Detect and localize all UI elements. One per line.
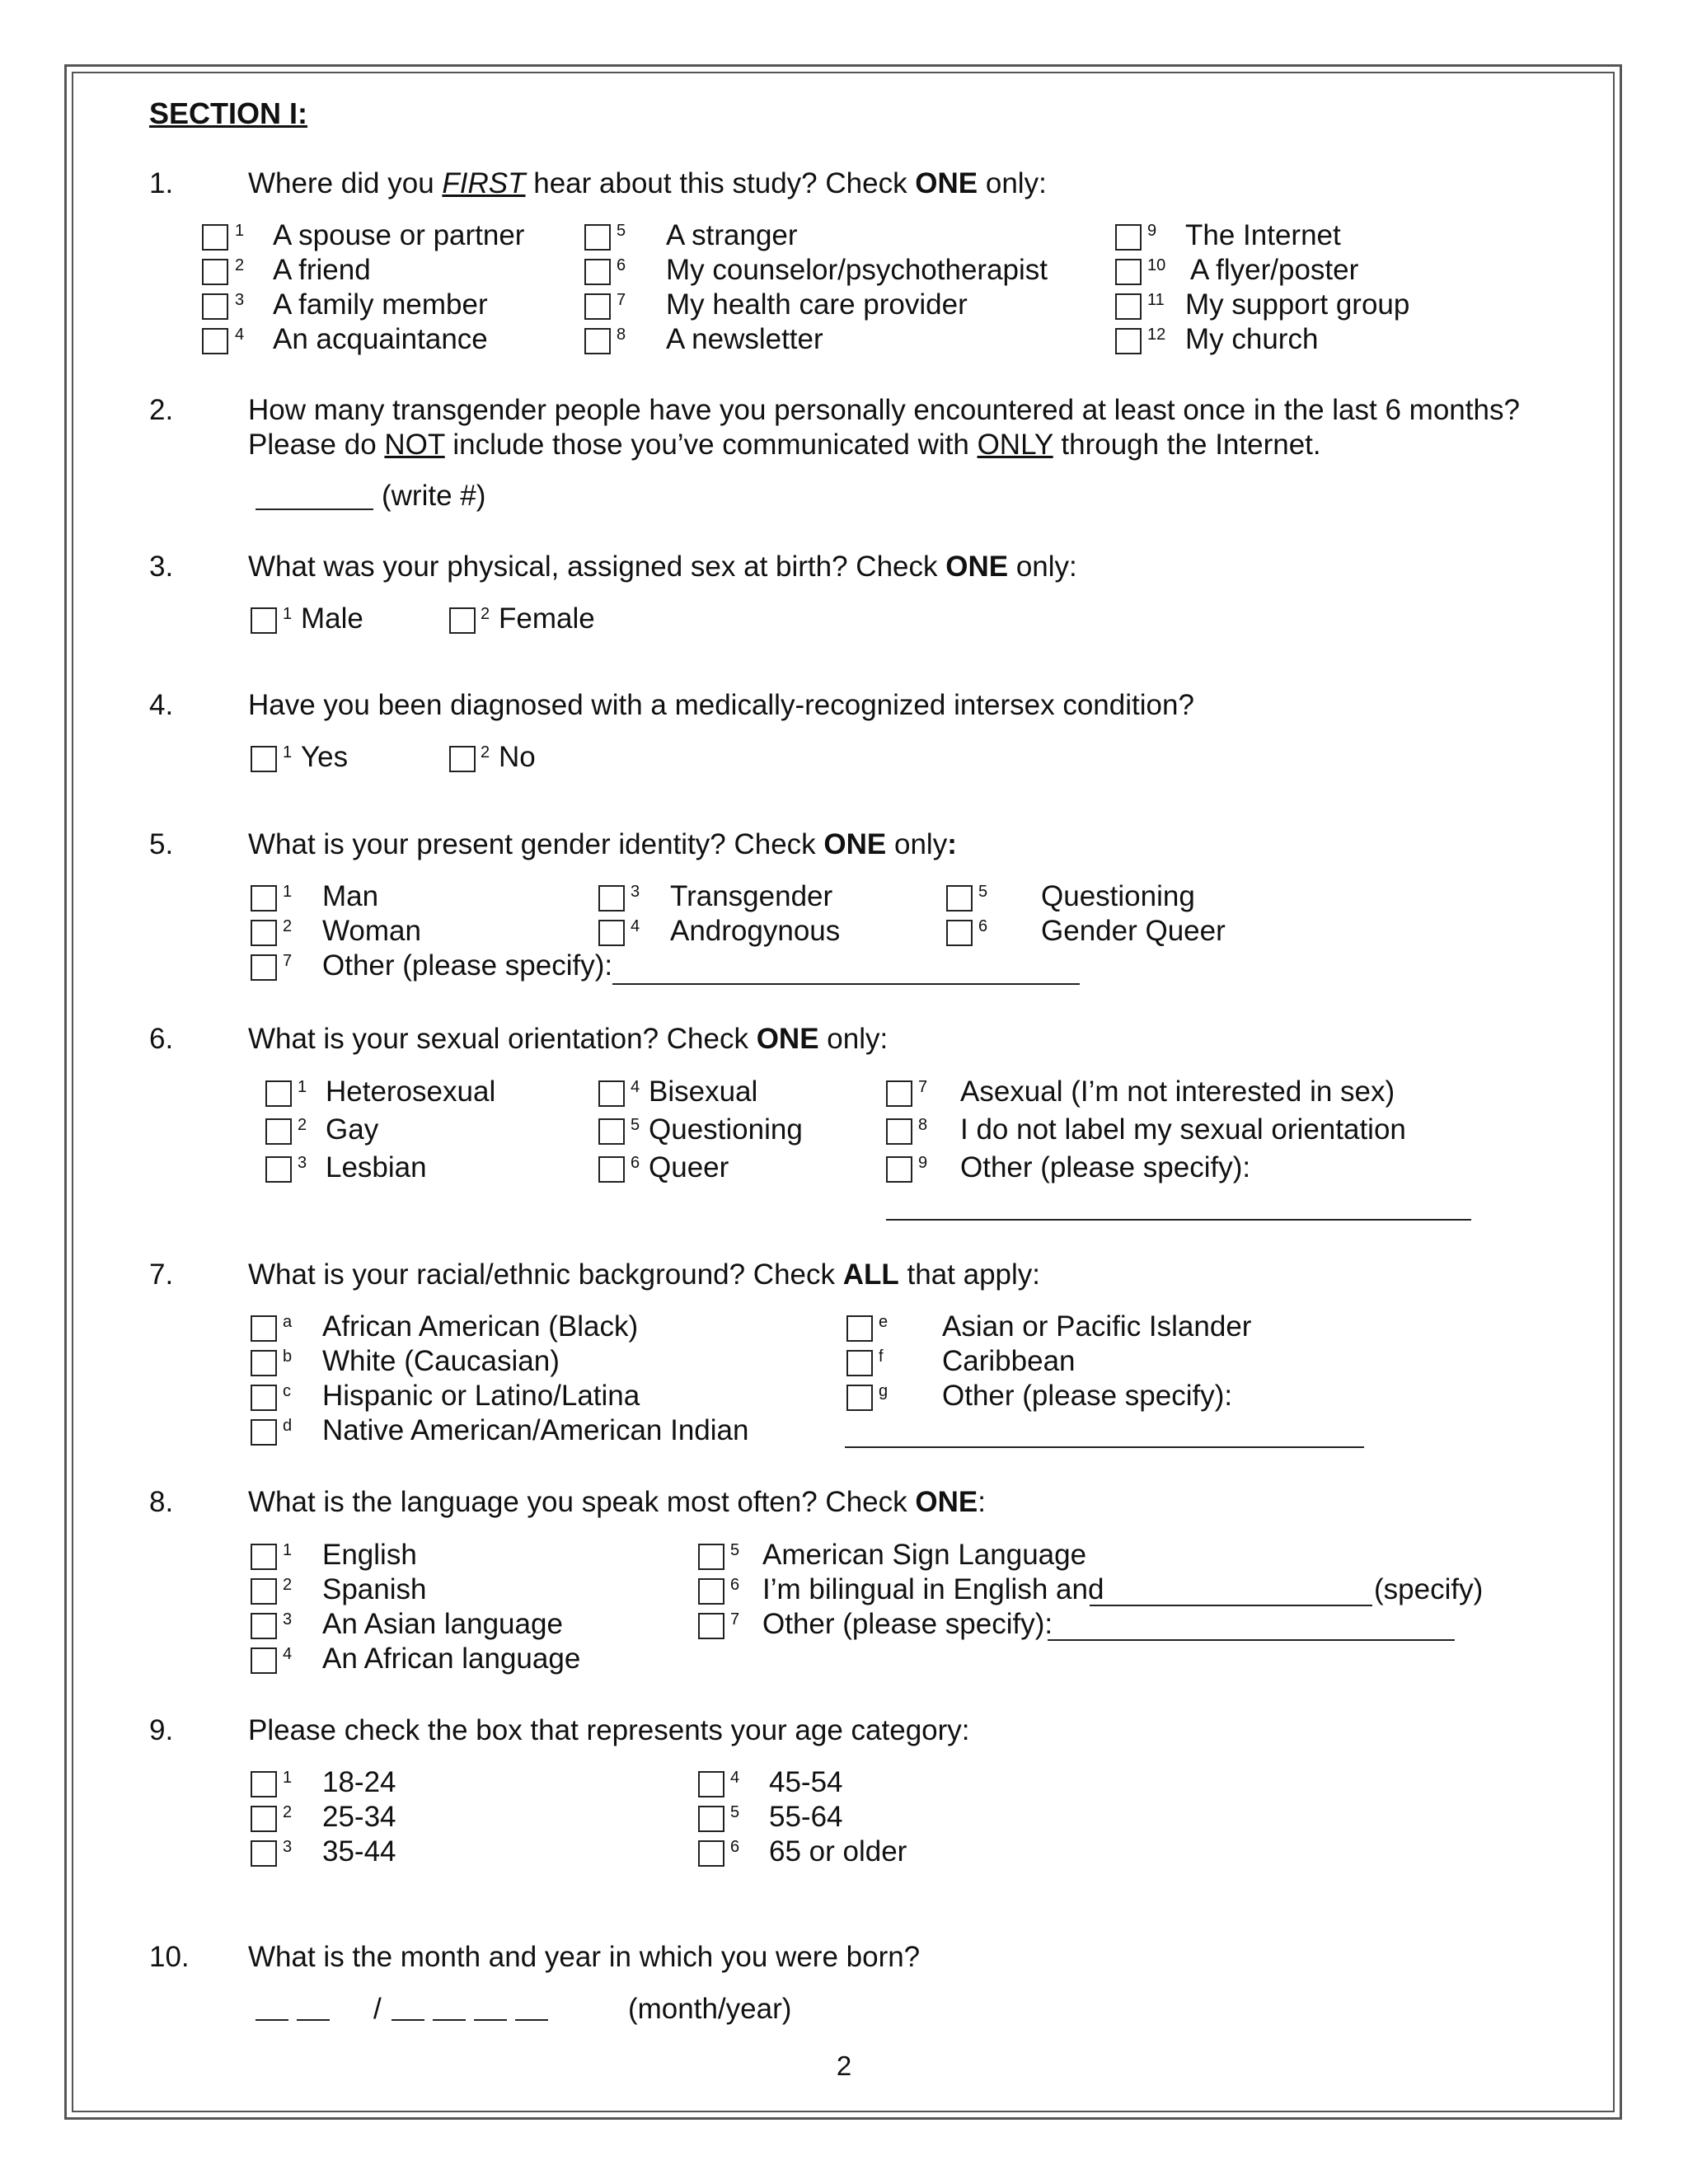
checkbox[interactable] — [1115, 259, 1142, 285]
option-code: 10 — [1147, 256, 1166, 274]
option-code: 5 — [730, 1541, 740, 1559]
option-code: 6 — [978, 917, 988, 935]
checkbox[interactable] — [1115, 224, 1142, 251]
option-label: Woman — [322, 915, 421, 947]
checkbox[interactable] — [846, 1385, 873, 1411]
option-code: 7 — [283, 952, 293, 970]
option-code: 2 — [298, 1116, 307, 1134]
option-label: Other (please specify): — [762, 1608, 1053, 1640]
checkbox[interactable] — [251, 1544, 277, 1570]
checkbox[interactable] — [202, 259, 228, 285]
option-label: Queer — [649, 1151, 729, 1183]
option-label: An African language — [322, 1643, 581, 1675]
option-code: 5 — [617, 222, 626, 240]
checkbox[interactable] — [584, 328, 611, 354]
option-code: 7 — [617, 291, 626, 309]
option-label: 25-34 — [322, 1801, 396, 1833]
question-8-text: What is the language you speak most often? Check ONE: — [248, 1486, 986, 1518]
option-code: 1 — [283, 1769, 293, 1787]
option-code: 6 — [631, 1154, 640, 1172]
checkbox[interactable] — [251, 1350, 277, 1376]
checkbox[interactable] — [598, 885, 625, 912]
option-label: 18-24 — [322, 1766, 396, 1798]
option-label: Asian or Pacific Islander — [942, 1310, 1252, 1343]
option-code: 1 — [283, 605, 293, 623]
option-label: American Sign Language — [762, 1539, 1087, 1571]
option-code: 4 — [283, 1645, 293, 1663]
option-code: a — [283, 1313, 293, 1331]
question-number: 1. — [149, 167, 174, 199]
checkbox[interactable] — [449, 607, 476, 634]
checkbox[interactable] — [265, 1156, 292, 1183]
option-code: c — [283, 1382, 291, 1400]
checkbox[interactable] — [251, 1385, 277, 1411]
option-label: I do not label my sexual orientation — [960, 1113, 1406, 1146]
option-label: Transgender — [670, 880, 833, 912]
option-code: 6 — [617, 256, 626, 274]
option-label: Heterosexual — [326, 1076, 496, 1108]
option-code: 3 — [283, 1610, 293, 1629]
option-code: 1 — [235, 222, 245, 240]
option-code: 7 — [730, 1610, 740, 1629]
option-label: Gay — [326, 1113, 379, 1146]
option-code: 3 — [631, 883, 640, 901]
option-code: 2 — [283, 1576, 293, 1594]
option-code: 9 — [918, 1154, 928, 1172]
question-2-subtext: Please do NOT include those you’ve communicated with ONLY through the Internet. — [248, 429, 1321, 461]
option-code: 3 — [298, 1154, 307, 1172]
option-code: 6 — [730, 1838, 740, 1856]
option-label: Other (please specify): — [322, 949, 613, 982]
option-label: Questioning — [1041, 880, 1195, 912]
option-label: White (Caucasian) — [322, 1345, 560, 1377]
other-specify-line[interactable] — [845, 1446, 1364, 1448]
option-label: Male — [301, 602, 363, 635]
checkbox[interactable] — [251, 920, 277, 946]
option-code: 4 — [631, 917, 640, 935]
month-digit-line[interactable] — [297, 2019, 330, 2021]
question-number: 8. — [149, 1486, 174, 1518]
question-number: 10. — [149, 1941, 190, 1973]
question-number: 3. — [149, 551, 174, 583]
option-label: English — [322, 1539, 417, 1571]
checkbox[interactable] — [886, 1118, 912, 1145]
option-code: 12 — [1147, 326, 1166, 344]
option-label: Gender Queer — [1041, 915, 1226, 947]
year-digit-line[interactable] — [392, 2019, 424, 2021]
checkbox[interactable] — [265, 1118, 292, 1145]
option-code: 2 — [283, 1803, 293, 1821]
option-label: I’m bilingual in English and — [762, 1573, 1104, 1605]
option-label: My church — [1185, 323, 1319, 355]
option-code: 8 — [617, 326, 626, 344]
checkbox[interactable] — [1115, 293, 1142, 320]
checkbox[interactable] — [251, 1771, 277, 1797]
specify-suffix: (specify) — [1374, 1573, 1484, 1605]
option-label: A family member — [273, 288, 488, 321]
option-code: 7 — [918, 1078, 928, 1096]
option-label: Caribbean — [942, 1345, 1076, 1377]
option-label: Questioning — [649, 1113, 803, 1146]
checkbox[interactable] — [251, 1840, 277, 1867]
option-code: f — [879, 1347, 884, 1366]
checkbox[interactable] — [251, 954, 277, 981]
option-code: 6 — [730, 1576, 740, 1594]
checkbox[interactable] — [846, 1315, 873, 1342]
question-9-text: Please check the box that represents your age category: — [248, 1714, 970, 1746]
option-code: 3 — [283, 1838, 293, 1856]
option-label: Androgynous — [670, 915, 841, 947]
option-label: A friend — [273, 254, 371, 286]
date-separator: / — [373, 1993, 382, 2025]
year-digit-line[interactable] — [433, 2019, 466, 2021]
option-code: 1 — [298, 1078, 307, 1096]
question-number: 9. — [149, 1714, 174, 1746]
option-label: 45-54 — [769, 1766, 843, 1798]
checkbox[interactable] — [251, 1613, 277, 1639]
year-digit-line[interactable] — [515, 2019, 548, 2021]
option-code: 2 — [235, 256, 245, 274]
checkbox[interactable] — [202, 328, 228, 354]
question-7-text: What is your racial/ethnic background? Check ALL that apply: — [248, 1258, 1041, 1291]
option-code: 4 — [730, 1769, 740, 1787]
option-code: 11 — [1147, 291, 1165, 309]
option-code: 4 — [235, 326, 245, 344]
checkbox[interactable] — [698, 1613, 724, 1639]
option-code: e — [879, 1313, 889, 1331]
section-title: SECTION I: — [149, 96, 308, 130]
answer-hint: (month/year) — [628, 1993, 792, 2025]
option-code: 2 — [481, 605, 490, 623]
year-digit-line[interactable] — [474, 2019, 507, 2021]
option-label: African American (Black) — [322, 1310, 639, 1343]
checkbox[interactable] — [598, 920, 625, 946]
other-specify-line[interactable] — [1048, 1639, 1455, 1641]
option-code: 4 — [631, 1078, 640, 1096]
checkbox[interactable] — [251, 1419, 277, 1446]
question-4-text: Have you been diagnosed with a medically-recognized intersex condition? — [248, 689, 1194, 721]
option-label: A stranger — [666, 219, 798, 251]
option-label: Female — [499, 602, 595, 635]
question-6-text: What is your sexual orientation? Check ONE only: — [248, 1023, 889, 1055]
checkbox[interactable] — [598, 1156, 625, 1183]
question-2-text: How many transgender people have you personally encountered at least once in the last 6 months? — [248, 394, 1520, 426]
checkbox[interactable] — [698, 1840, 724, 1867]
question-10-text: What is the month and year in which you were born? — [248, 1941, 921, 1973]
option-code: b — [283, 1347, 293, 1366]
checkbox[interactable] — [598, 1118, 625, 1145]
option-label: A spouse or partner — [273, 219, 525, 251]
checkbox[interactable] — [584, 224, 611, 251]
checkbox[interactable] — [202, 293, 228, 320]
checkbox[interactable] — [584, 293, 611, 320]
option-label: Other (please specify): — [960, 1151, 1251, 1183]
checkbox[interactable] — [251, 607, 277, 634]
option-label: My health care provider — [666, 288, 968, 321]
question-number: 7. — [149, 1258, 174, 1291]
other-specify-line[interactable] — [886, 1219, 1471, 1221]
option-label: My support group — [1185, 288, 1410, 321]
checkbox[interactable] — [251, 1806, 277, 1832]
checkbox[interactable] — [202, 224, 228, 251]
checkbox[interactable] — [598, 1080, 625, 1107]
checkbox[interactable] — [698, 1806, 724, 1832]
option-label: My counselor/psychotherapist — [666, 254, 1048, 286]
answer-hint: (write #) — [382, 480, 486, 512]
option-code: 3 — [235, 291, 245, 309]
option-label: Bisexual — [649, 1076, 758, 1108]
option-code: 1 — [283, 1541, 293, 1559]
option-label: Man — [322, 880, 379, 912]
checkbox[interactable] — [251, 1315, 277, 1342]
option-label: Lesbian — [326, 1151, 427, 1183]
option-label: An Asian language — [322, 1608, 563, 1640]
checkbox[interactable] — [251, 885, 277, 912]
question-number: 2. — [149, 394, 174, 426]
checkbox[interactable] — [846, 1350, 873, 1376]
option-code: 5 — [978, 883, 988, 901]
checkbox[interactable] — [584, 259, 611, 285]
question-number: 5. — [149, 828, 174, 860]
checkbox[interactable] — [251, 746, 277, 772]
month-digit-line[interactable] — [256, 2019, 288, 2021]
option-label: Spanish — [322, 1573, 427, 1605]
option-label: A newsletter — [666, 323, 823, 355]
option-label: 35-44 — [322, 1835, 396, 1868]
bilingual-language-line[interactable] — [1090, 1605, 1372, 1606]
checkbox[interactable] — [946, 920, 973, 946]
checkbox[interactable] — [698, 1544, 724, 1570]
option-code: 9 — [1147, 222, 1157, 240]
checkbox[interactable] — [698, 1771, 724, 1797]
option-label: An acquaintance — [273, 323, 488, 355]
question-3-text: What was your physical, assigned sex at birth? Check ONE only: — [248, 551, 1077, 583]
question-5-text: What is your present gender identity? Check ONE only: — [248, 828, 957, 860]
question-number: 4. — [149, 689, 174, 721]
question-number: 6. — [149, 1023, 174, 1055]
option-label: Hispanic or Latino/Latina — [322, 1380, 640, 1412]
option-code: 5 — [730, 1803, 740, 1821]
option-label: Asexual (I’m not interested in sex) — [960, 1076, 1395, 1108]
other-specify-line[interactable] — [612, 983, 1080, 985]
option-code: 1 — [283, 743, 293, 762]
option-code: 2 — [481, 743, 490, 762]
option-label: Native American/American Indian — [322, 1414, 749, 1446]
checkbox[interactable] — [251, 1647, 277, 1674]
option-code: 8 — [918, 1116, 928, 1134]
checkbox[interactable] — [886, 1156, 912, 1183]
option-label: Other (please specify): — [942, 1380, 1233, 1412]
option-code: 1 — [283, 883, 293, 901]
checkbox[interactable] — [1115, 328, 1142, 354]
checkbox[interactable] — [449, 746, 476, 772]
checkbox[interactable] — [698, 1578, 724, 1605]
checkbox[interactable] — [265, 1080, 292, 1107]
option-code: d — [283, 1417, 293, 1435]
page-number: 2 — [836, 2050, 852, 2081]
option-code: 2 — [283, 917, 293, 935]
option-label: 65 or older — [769, 1835, 907, 1868]
checkbox[interactable] — [251, 1578, 277, 1605]
option-label: Yes — [301, 741, 349, 773]
option-label: A flyer/poster — [1190, 254, 1359, 286]
option-code: g — [879, 1382, 889, 1400]
option-label: No — [499, 741, 536, 773]
option-code: 5 — [631, 1116, 640, 1134]
count-input-line[interactable] — [256, 509, 373, 510]
checkbox[interactable] — [946, 885, 973, 912]
option-label: The Internet — [1185, 219, 1341, 251]
checkbox[interactable] — [886, 1080, 912, 1107]
option-label: 55-64 — [769, 1801, 843, 1833]
question-1-text: Where did you FIRST hear about this study? Check ONE only: — [248, 167, 1047, 199]
